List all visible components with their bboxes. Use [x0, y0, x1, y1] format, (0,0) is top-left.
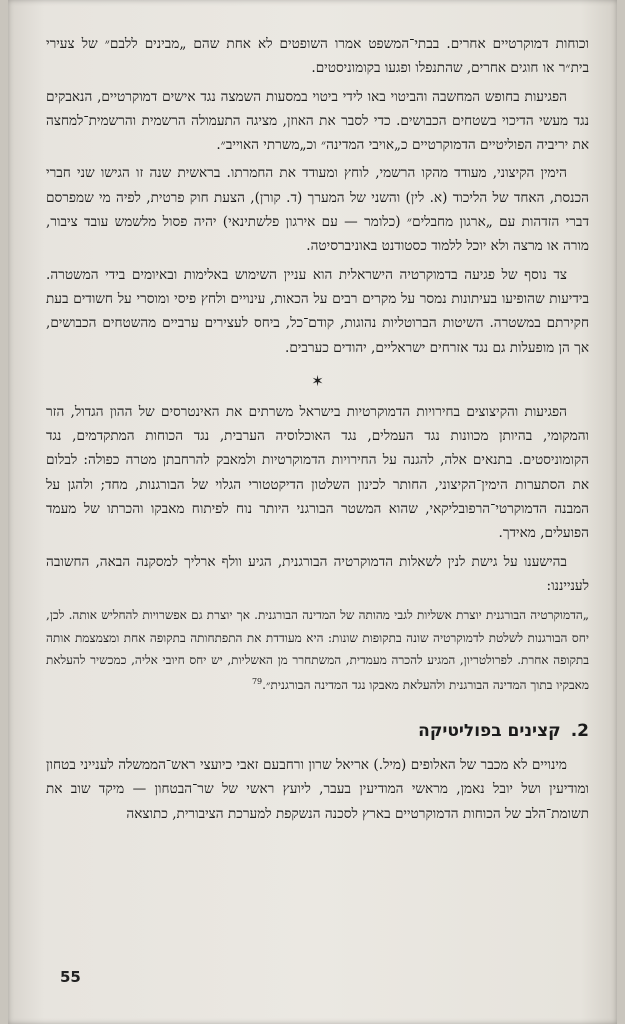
section-heading	[46, 719, 589, 743]
section-title: קצינים בפוליטיקה	[418, 720, 561, 741]
page-text-block	[46, 32, 589, 826]
paragraph-2: הפגיעות בחופש המחשבה והביטוי באו לידי ביטוי במסעות השמצה נגד אישים דמוקרטיים, הנאבקים נגד מעשי הדיכוי בשטחים הכבושים. כדי לסבר את האוזן, מציגה התעמולה הרשמית והרשמית־למחצה את יריביה הפוליטיים הדמוקרטיים כ„אויבי המדינה״ וכ„משרתי האוייב״.	[46, 88, 589, 154]
block-quote	[46, 604, 589, 697]
paragraph-4: צד נוסף של פגיעה בדמוקרטיה הישראלית הוא עניין השימוש באלימות ובאיומים בידי המשטרה. בידיעות שהופיעו בעיתונות נמסר על מקרים רבים על הכאות, עינויים ולחץ פיסי ומוסרי על חשודים בעת חקירתם במשטרה. השיטות הברוטליות נהוגות, קודם־כל, ביחס לעצירים ערביים מהשטחים הכבושים, אך הן מופעלות גם נגד אזרחים ישראליים, יהודים כערבים.	[46, 266, 589, 356]
quote-text: „הדמוקרטיה הבורגנית יוצרת אשליות לגבי מהותה של המדינה הבורגנית. אך יוצרת גם אפשרויות להחליש אותה. לכן, יחס הבורגנות לשלטת לדמוקרטיה שונה בתקופות שונות: היא מעודדת את התפתחותה בתקופה אחת ומצמצמת אותה בתקופה אחרת. לפרולטריון, המגיע להכרה מעמדית, המשתחרר מן האשליות, יש יחס חיובי אליה, כמכשיר להעלאת מאבקיו בתוך המדינה הבורגנית ולהעלאת מאבקו נגד המדינה הבורגנית״.	[46, 608, 589, 693]
paragraph-3: הימין הקיצוני, מעודד מהקו הרשמי, לוחץ ומעודד את החמרתו. בראשית שנה זו הגישו שני חברי הכנסת, האחד של הליכוד (א. לין) והשני של המערך (ד. קורן), הצעת חוק פרטית, לפיה מי שמפרסם דברי הזדהות עם „ארגון מחבלים״ (כלומר — עם אירגון פלשתינאי) יהיה פסול מלשמש עובד ציבור, מורה או מרצה ולא יוכל ללמוד כסטודנט באוניברסיטה.	[46, 165, 589, 255]
paragraph-7: מינויים לא מכבר של האלופים (מיל.) אריאל שרון ורחבעם זאבי כיועצי ראש־הממשלה לענייני בטחון ומודיעין ושל יובל נאמן, מראשי המודיעין בעבר, ליועץ ראשי של שר־הבטחון — מיקד שוב את תשומת־הלב של הכוחות הדמוקרטיים בארץ לסכנה הנשקפת למערכת הציבורית, כתוצאה	[46, 757, 589, 822]
paragraph-6: בהישענו על גישת לנין לשאלות הדמוקרטיה הבורגנית, הגיע וולף ארליך למסקנה הבאה, החשובה לענייננו:	[46, 553, 589, 594]
book-page	[8, 0, 617, 1024]
paragraph-1: וכוחות דמוקרטיים אחרים. בבתי־המשפט אמרו השופטים לא אחת שהם „מבינים ללבם״ של צעירי בית״ר או חוגים אחרים, שהתנפלו ופגעו בקומוניסטים.	[46, 36, 589, 77]
section-divider-star: ✶	[311, 371, 324, 390]
section-number: 2.	[570, 720, 589, 741]
page-number: 55	[60, 968, 81, 986]
paragraph-5: הפגיעות והקיצוצים בחירויות הדמוקרטיות בישראל משרתים את האינטרסים של ההון הגדול, הזר והמקומי, בהיותן מכוונות נגד העמלים, נגד האוכלוסיה הערבית, נגד הכוחות המתקדמים, נגד הקומוניסטים. בתנאים אלה, להגנה על החירויות הדמוקרטיות ולמאבק להרחבתן מטרה כפולה: לבלום את הסתערות הימין־הקיצוני, החותר לכינון השלטון הדיקטטורי הגלוי של הבורגנות, מחד; ולהגן על המבנה הדמוקרטי־הרפובליקאי, שהוא המשטר הבורגני היותר נוח לפיתוח מאבקו והכרתו של מעמד הפועלים, מאידך.	[46, 403, 589, 542]
footnote-marker: 79	[251, 677, 263, 687]
